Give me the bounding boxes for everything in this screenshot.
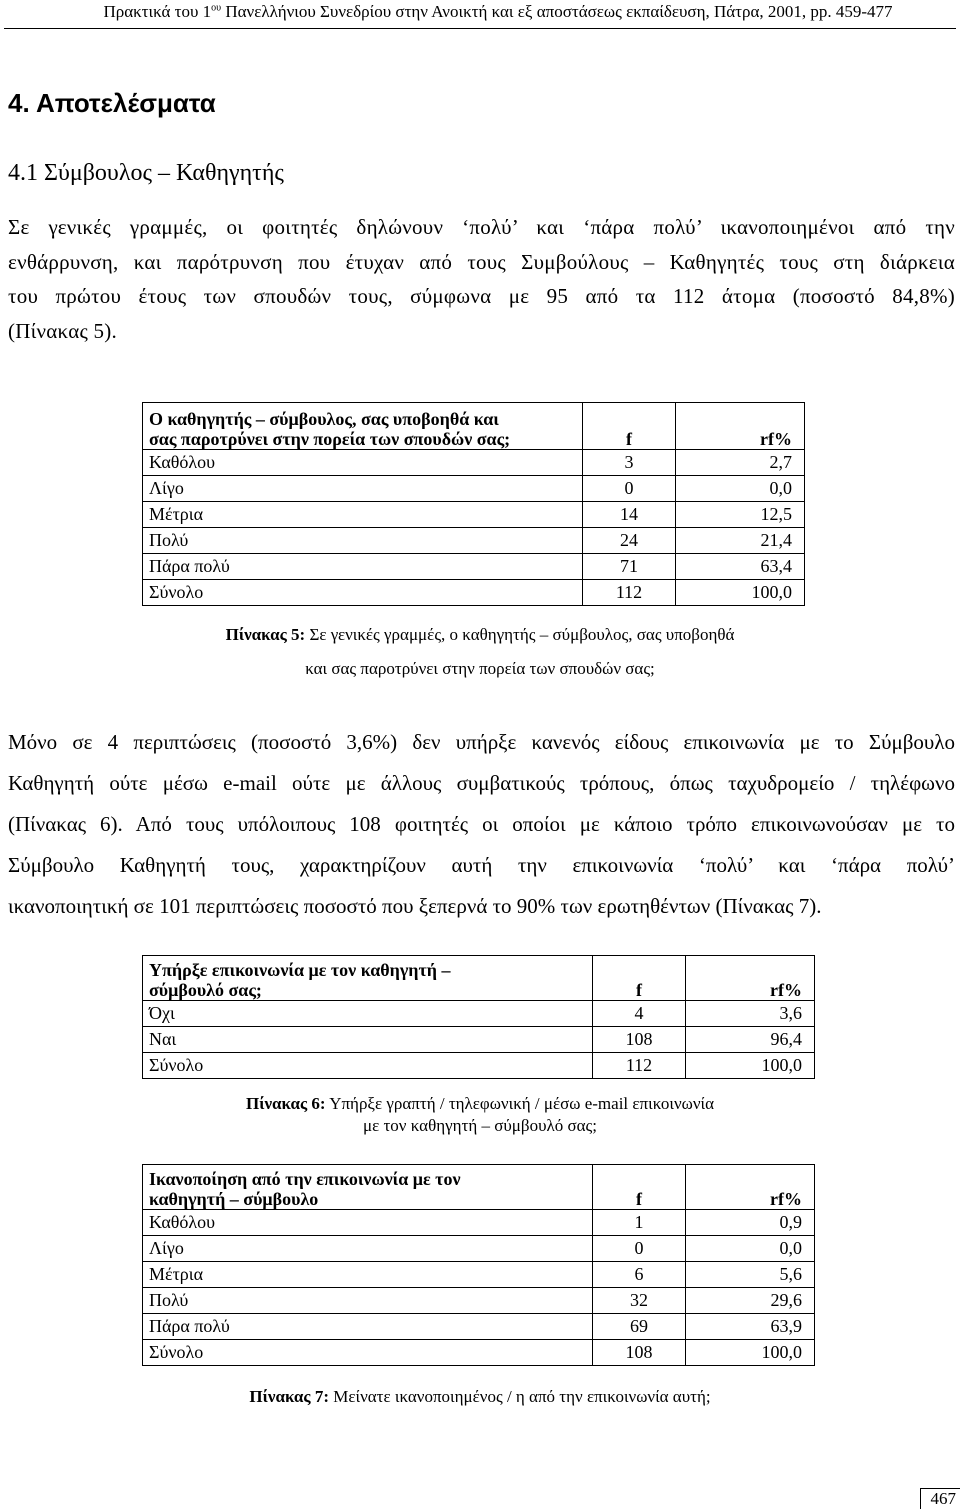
caption-text: Μείνατε ικανοποιημένος / η από την επικοινωνία αυτή;: [329, 1387, 711, 1406]
table-row: [143, 580, 805, 606]
caption-text: Σε γενικές γραμμές, ο καθηγητής – σύμβουλος, σας υποβοηθά: [305, 625, 735, 644]
table-header-row: [143, 403, 805, 450]
paragraph-1-line: Σε γενικές γραμμές, οι φοιτητές δηλώνουν ‘πολύ’ και ‘πάρα πολύ’ ικανοποιημένοι από την: [8, 215, 955, 239]
table-5: [142, 402, 805, 606]
row-rf: 12,5: [676, 502, 805, 528]
row-f: 108: [593, 1340, 686, 1366]
row-label: Μέτρια: [143, 1262, 593, 1288]
table-header-label: Ικανοποίηση από την επικοινωνία με τον καθηγητή – σύμβουλο: [143, 1165, 593, 1210]
row-label: Καθόλου: [143, 1210, 593, 1236]
row-f: 6: [593, 1262, 686, 1288]
table-row: [143, 554, 805, 580]
paragraph-2-line: Μόνο σε 4 περιπτώσεις (ποσοστό 3,6%) δεν υπήρξε κανενός είδους επικοινωνία με το Σύμβουλο: [8, 730, 955, 754]
paragraph-2-line: Σύμβουλο Καθηγητή τους, χαρακτηρίζουν αυτή την επικοινωνία ‘πολύ’ και ‘πάρα πολύ’: [8, 853, 955, 877]
row-f: 112: [583, 580, 676, 606]
row-rf: 3,6: [686, 1001, 815, 1027]
paragraph-2-line: Καθηγητή ούτε μέσω e-mail ούτε με άλλους συμβατικούς τρόπους, όπως ταχυδρομείο / τηλέφωνο: [8, 771, 955, 795]
table-row: [143, 1001, 815, 1027]
row-f: 14: [583, 502, 676, 528]
table-header-rf: rf%: [686, 956, 815, 1001]
table-row: [143, 528, 805, 554]
subsection-title: 4.1 Σύμβουλος – Καθηγητής: [8, 160, 284, 186]
row-label: Πάρα πολύ: [143, 554, 583, 580]
table-row: [143, 1027, 815, 1053]
page-number: 467: [930, 1489, 956, 1508]
row-rf: 63,9: [686, 1314, 815, 1340]
row-f: 0: [593, 1236, 686, 1262]
row-label: Πολύ: [143, 1288, 593, 1314]
row-label: Πάρα πολύ: [143, 1314, 593, 1340]
row-rf: 0,0: [686, 1236, 815, 1262]
row-rf: 63,4: [676, 554, 805, 580]
row-f: 4: [593, 1001, 686, 1027]
row-f: 108: [593, 1027, 686, 1053]
header-text-after: Πανελλήνιου Συνεδρίου στην Ανοικτή και εξ αποστάσεως εκπαίδευση, Πάτρα, 2001, pp. 459-477: [221, 2, 893, 21]
header-superscript: ου: [211, 2, 222, 14]
row-rf: 96,4: [686, 1027, 815, 1053]
table-row: [143, 1288, 815, 1314]
row-f: 1: [593, 1210, 686, 1236]
caption-text: και σας παροτρύνει στην πορεία των σπουδών σας;: [305, 659, 655, 678]
running-header: [58, 2, 938, 24]
table-header-row: [143, 1165, 815, 1210]
paragraph-2: [8, 722, 955, 927]
caption-label: Πίνακας 7:: [249, 1387, 329, 1406]
table-row: [143, 1236, 815, 1262]
table-7-caption: [130, 1380, 830, 1414]
table-header-label: Ο καθηγητής – σύμβουλος, σας υποβοηθά και σας παροτρύνει στην πορεία των σπουδών σας;: [143, 403, 583, 450]
row-rf: 5,6: [686, 1262, 815, 1288]
row-label: Μέτρια: [143, 502, 583, 528]
row-label: Όχι: [143, 1001, 593, 1027]
row-rf: 2,7: [676, 450, 805, 476]
row-label: Σύνολο: [143, 1340, 593, 1366]
table-6: [142, 955, 815, 1079]
row-label: Σύνολο: [143, 1053, 593, 1079]
table-6-caption: [130, 1093, 830, 1137]
section-title: 4. Αποτελέσματα: [8, 88, 216, 118]
table-row: [143, 502, 805, 528]
row-rf: 29,6: [686, 1288, 815, 1314]
table-row: [143, 1340, 815, 1366]
row-rf: 100,0: [686, 1053, 815, 1079]
caption-text: με τον καθηγητή – σύμβουλό σας;: [362, 1116, 598, 1135]
table-row: [143, 1314, 815, 1340]
row-label: Λίγο: [143, 1236, 593, 1262]
table-row: [143, 476, 805, 502]
row-rf: 21,4: [676, 528, 805, 554]
table-row: [143, 1262, 815, 1288]
table-5-caption: [130, 618, 830, 686]
caption-text: Υπήρξε γραπτή / τηλεφωνική / μέσω e-mail επικοινωνία: [325, 1094, 715, 1113]
paragraph-1-line: (Πίνακας 5).: [8, 318, 118, 343]
row-label: Ναι: [143, 1027, 593, 1053]
table-row: [143, 450, 805, 476]
row-label: Σύνολο: [143, 580, 583, 606]
row-f: 32: [593, 1288, 686, 1314]
row-f: 0: [583, 476, 676, 502]
table-row: [143, 1210, 815, 1236]
row-rf: 0,0: [676, 476, 805, 502]
row-f: 24: [583, 528, 676, 554]
paragraph-1-line: του πρώτου έτους των σπουδών τους, σύμφωνα με 95 από τα 112 άτομα (ποσοστό 84,8%): [8, 284, 955, 308]
table-header-label: Υπήρξε επικοινωνία με τον καθηγητή – σύμβουλό σας;: [143, 956, 593, 1001]
row-label: Λίγο: [143, 476, 583, 502]
table-header-rf: rf%: [686, 1165, 815, 1210]
table-header-rf: rf%: [676, 403, 805, 450]
table-header-f: f: [593, 956, 686, 1001]
header-text-before: Πρακτικά του 1: [103, 2, 212, 21]
row-f: 69: [593, 1314, 686, 1340]
paragraph-1: [8, 210, 955, 348]
caption-label: Πίνακας 5:: [225, 625, 306, 644]
row-f: 3: [583, 450, 676, 476]
row-f: 71: [583, 554, 676, 580]
paragraph-2-line: ικανοποιητική σε 101 περιπτώσεις ποσοστό που ξεπερνά το 90% των ερωτηθέντων (Πίνακας 7).: [8, 894, 822, 918]
table-7: [142, 1164, 815, 1366]
table-row: [143, 1053, 815, 1079]
row-label: Καθόλου: [143, 450, 583, 476]
row-rf: 100,0: [676, 580, 805, 606]
table-header-f: f: [593, 1165, 686, 1210]
caption-label: Πίνακας 6:: [245, 1094, 326, 1113]
table-header-f: f: [583, 403, 676, 450]
table-header-row: [143, 956, 815, 1001]
paragraph-2-line: (Πίνακας 6). Από τους υπόλοιπους 108 φοιτητές οι οποίοι με κάποιο τρόπο επικοινωνούσαν με το: [8, 812, 955, 836]
paragraph-1-line: ενθάρρυνση, και παρότρυνση που έτυχαν από τους Συμβούλους – Καθηγητές τους στη διάρκεια: [8, 249, 955, 274]
row-f: 112: [593, 1053, 686, 1079]
header-rule: [4, 28, 956, 29]
row-rf: 100,0: [686, 1340, 815, 1366]
row-rf: 0,9: [686, 1210, 815, 1236]
row-label: Πολύ: [143, 528, 583, 554]
